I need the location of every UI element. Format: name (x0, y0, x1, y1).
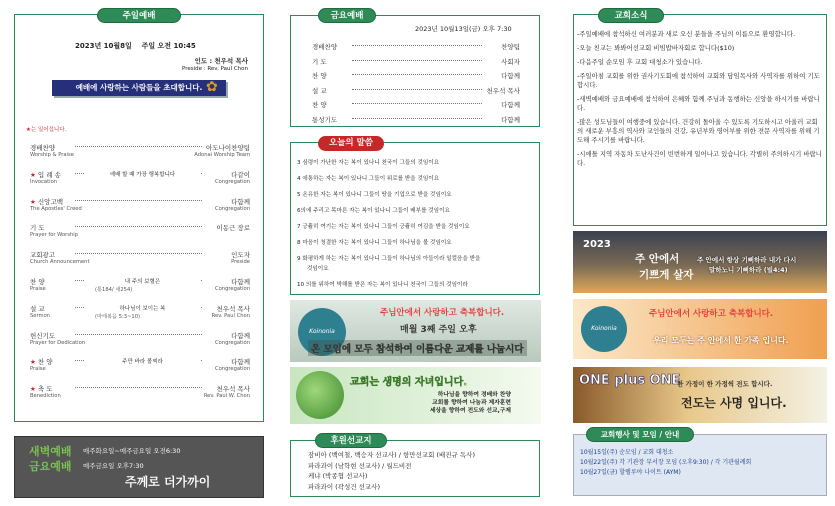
events-title: 교회행사 및 모임 / 안내 (586, 427, 694, 442)
flower-icon: ✿ (206, 79, 218, 95)
order-item-detail: 예배 할 때 가장 행복합니다 (85, 170, 200, 178)
koinonia2-family: 우리 모두는 주 안에서 한 가족 입니다. (653, 336, 789, 345)
event-item: 10월15일(주) 순모임 / 교회 대청소 (580, 449, 674, 456)
sunday-column (0, 0, 280, 506)
friday-date: 2023년 10월13일(금) 오후 7:30 (415, 25, 512, 33)
order-item-label: 교회광고 (30, 251, 56, 260)
mission-item: 케냐 (박종협 선교사) (308, 472, 368, 480)
order-item-label: 설 교 (30, 304, 45, 313)
order-item-label-en: Praise (30, 366, 46, 373)
friday-item-label: 경배찬양 (312, 43, 338, 51)
order-item-leader-en: Rev. Paul Chon (211, 312, 250, 319)
mission-item: 잠비아 (백여철, 백승자 선교사) / 항만선교회 (배진규 독사) (308, 451, 476, 459)
sunday-title: 주일예배 (97, 8, 181, 23)
dawn-slogan: 주께로 더가까이 (125, 475, 211, 489)
star-icon: ★ (30, 170, 38, 179)
friday-title: 금요예배 (318, 8, 376, 23)
order-item-leader-en: Congregation (215, 286, 250, 292)
scripture-line: 것임이요 (307, 266, 329, 272)
friday-item-label: 찬 양 (312, 72, 327, 81)
order-item-label-en: The Apostles' Creed (30, 205, 82, 212)
scripture-line: 5 온유한 자는 복이 있나니 그들이 땅을 기업으로 받을 것임이요 (297, 192, 452, 198)
order-item-leader-en: Congregation (215, 178, 250, 185)
event-item: 10월27일(금) 할렐루야 나이트 (AYM) (580, 469, 681, 476)
order-item-leader: 아도나이찬양팀 (206, 144, 250, 152)
dot-leader (75, 200, 202, 201)
order-item-detail: 하나님이 보이는 복 (85, 304, 200, 312)
dot-leader (75, 387, 202, 388)
order-item-label-en: Worship & Praise (30, 152, 74, 158)
scripture-line: 8 마음이 청결한 자는 복이 있나니 그들이 하나님을 볼 것임이요 (297, 240, 452, 246)
order-item-leader: 인도자 (231, 251, 250, 260)
stand-note: ★는 일어섭니다. (26, 127, 67, 133)
church-life-lines (430, 391, 511, 415)
dot-leader (352, 74, 482, 75)
order-item-label-en: Church Announcement (30, 259, 90, 266)
koinonia-banner-1 (290, 300, 541, 362)
banner-2023 (573, 231, 827, 293)
order-item-leader-en: Congregation (215, 339, 250, 346)
order-item-leader-en: Congregation (215, 205, 250, 212)
order-item-ref: (마태복음 5:3~10) (95, 313, 141, 320)
sunday-date: 2023년 10월8일 주일 오전 10:45 (75, 42, 196, 50)
friday-item-leader: 사회자 (501, 57, 520, 66)
dot-leader (352, 103, 482, 104)
one-plus-one-banner (573, 367, 827, 423)
friday-label: 금요예배 (29, 460, 72, 473)
star-icon: ★ (30, 358, 38, 367)
one-plus-one-line-1: 한 가정이 한 가정씩 전도 합시다. (677, 380, 773, 388)
banner-slogan-2: 기쁘게 살자 (639, 269, 694, 281)
dawn-box (14, 436, 264, 498)
dot-leader (352, 45, 482, 46)
friday-text: 매주금요일 오후7:30 (83, 462, 144, 470)
dot-leader (75, 226, 202, 227)
scripture-line: 6의에 주리고 목마른 자는 복이 있나니 그들이 배부를 것임이요 (297, 208, 450, 214)
order-item-leader: 다함께 (231, 278, 250, 286)
sunday-leader: 인도 : 천우석 목사 (194, 57, 248, 65)
church-life-line-1: 하나님을 향하여 경배와 찬양 (437, 392, 511, 398)
order-item-label-en: Sermon (30, 312, 51, 319)
order-item-leader: 다함께 (231, 358, 250, 367)
friday-item-label: 설 교 (312, 86, 327, 95)
banner-verse-2: 말하노니 기뻐하라 (빌4:4) (709, 266, 788, 274)
news-item: -많은 성도님들이 여행중에 있습니다. 건강히 돌아올 수 있도록 기도하시고 아울러 교회의 새로운 부흥의 역사와 교인들의 건강, 유년부와 영어부를 위한 젼문 사역자를 위해 기도해 주시기를 바랍니다. (577, 118, 820, 144)
order-item-label-en: Benediction (30, 393, 61, 400)
scripture-line: 10 의를 위하여 박해를 받은 자는 복이 있나니 천국이 그들의 것임이라 (297, 282, 468, 288)
dot-leader (352, 89, 482, 90)
star-icon: ★ (30, 385, 38, 394)
dot-leader (75, 334, 202, 335)
order-item-label: ★ 입 례 송 (30, 170, 61, 179)
order-item-label: 경배찬양 (30, 144, 56, 152)
friday-item-label: 기 도 (312, 57, 327, 66)
mission-item: 파라과이 (남학현 선교사) / 월드비전 (308, 461, 412, 470)
koinonia2-title: 주님안에서 사랑하고 축복합니다. (649, 309, 774, 319)
news-title: 교회소식 (598, 8, 664, 23)
dot-leader (75, 146, 202, 147)
order-item-ref: (통184/ 새254) (95, 287, 133, 293)
order-item-label-en: Prayer for Dedication (30, 339, 86, 346)
order-item-leader-en: Congregation (215, 366, 250, 373)
dot-leader (352, 118, 482, 119)
order-item-label: ★ 찬 양 (30, 358, 53, 367)
welcome-banner: 예배에 사랑하는 사람들을 초대합니다. (52, 80, 226, 96)
banner-year: 2023 (583, 239, 611, 250)
friday-item-label: 통성기도 (312, 116, 338, 124)
church-life-line-3: 세상을 향하여 전도와 선교,구제 (429, 408, 511, 414)
news-item: -주일아침 교회를 위한 권사기도회에 참석하여 교회와 담임목사와 사역자를 위하여 기도합시다. (577, 72, 820, 89)
scripture-line: 3 심령이 가난한 자는 복이 있나니 천국이 그들의 것임이요 (297, 160, 440, 166)
order-item-detail: 내 주의 보혈은 (85, 277, 200, 285)
friday-item-leader: 찬양팀 (501, 43, 520, 51)
event-item: 10월22일(주) 각 기관장 부서장 모임 (오후9:30) / 각 기관월례회 (580, 459, 752, 466)
scripture-line: 9 화평하게 하는 자는 복이 있나니 그들이 하나님의 아들이라 일컬음을 받을 (297, 256, 481, 262)
star-icon: ★ (30, 197, 38, 206)
news-item: -다음주일 순모임 후 교회 대청소가 있습니다. (577, 58, 703, 66)
order-item-label-en: Invocation (30, 178, 58, 185)
church-life-banner (290, 367, 541, 424)
order-item-leader: 천우석 목사 (216, 385, 250, 394)
order-item-label-en: Praise (30, 286, 46, 292)
friday-item-leader: 다함께 (501, 116, 520, 124)
friday-item-leader: 다함께 (501, 72, 520, 81)
one-plus-one-title: ONE plus ONE (579, 373, 681, 388)
order-item-label: 찬 양 (30, 278, 45, 286)
events-list (580, 448, 751, 478)
banner-slogan-1: 주 안에서 (635, 253, 680, 265)
order-item-leader: 다함께 (231, 331, 250, 340)
koinonia-title: 주님안에서 사랑하고 축복합니다. (380, 308, 505, 318)
one-plus-one-line-2: 전도는 사명 입니다. (681, 396, 787, 410)
missions-title: 후원선교지 (315, 433, 387, 448)
news-list (577, 30, 822, 173)
word-title: 오늘의 말씀 (318, 136, 384, 151)
friday-item-leader: 천우석 목사 (486, 86, 520, 95)
missions-list (308, 450, 475, 492)
banner-verse-1: 주 안에서 항상 기뻐하라 내가 다시 (697, 256, 797, 264)
order-item-label: 기 도 (30, 224, 45, 233)
news-item: -오늘 친교는 봐봐어선교회 비빔밥바자회로 합니다($10) (577, 44, 735, 52)
friday-item-label: 찬 양 (312, 101, 327, 110)
order-item-label: ★ 축 도 (30, 385, 53, 394)
order-item-leader: 천우석 목사 (216, 304, 250, 313)
order-item-leader-en: Adonai Worship Team (194, 152, 250, 158)
news-item: -시애틀 지역 자동차 도난사건이 빈번하게 일어나고 있습니다. 각별히 주의하시기 바랍니다. (577, 150, 822, 167)
koinonia-logo-2: Koinonia (581, 306, 627, 352)
scripture-line: 4 애통하는 자는 복이 있나니 그들이 위로를 받을 것임이요 (297, 176, 440, 182)
order-item-leader-en: Preside (231, 259, 250, 266)
church-life-line-2: 교회를 향하여 나눔과 제자훈련 (432, 400, 511, 406)
koinonia-logo: Koinonia (298, 308, 346, 356)
church-life-title: 교회는 생명의 자녀입니다. (350, 377, 468, 388)
order-item-label: ★ 신앙고백 (30, 197, 64, 206)
dawn-label: 새벽예배 (29, 445, 72, 458)
order-item-leader-en: Rev. Paul W. Chon (203, 393, 250, 400)
news-item: -새벽예배와 금요예배에 참석하여 은혜와 함께 주님과 동행하는 신앙을 하시기를 바랍니다. (577, 95, 820, 112)
dot-leader (352, 60, 482, 61)
sunday-leader-en: Preside : Rev. Paul Chon (181, 66, 248, 72)
order-item-leader: 다함께 (231, 197, 250, 206)
order-item-label-en: Prayer for Worship (30, 232, 79, 239)
order-item-leader: 다같이 (231, 170, 250, 179)
mission-item: 파라과이 (곽성건 선교사) (308, 482, 380, 491)
koinonia-when: 매월 3째 주일 오후 (400, 325, 477, 335)
order-item-detail: 주만 바라 볼찌라 (85, 357, 200, 365)
scripture-line: 7 긍휼히 여기는 자는 복이 있나니 그들이 긍휼히 여김을 받을 것임이요 (297, 224, 470, 230)
friday-item-leader: 다함께 (501, 101, 520, 110)
order-item-leader: 이동근 장로 (216, 224, 250, 233)
koinonia-banner-2 (573, 299, 827, 359)
news-item: -주일예배에 참석하신 여러분과 새로 오신 분들을 주님의 이름으로 환영합니다. (577, 30, 796, 38)
dawn-text: 매주화요일~매주금요일 오전6:30 (83, 447, 181, 455)
dot-leader (75, 253, 202, 254)
order-item-label: 헌신기도 (30, 331, 56, 340)
leaf-icon (296, 371, 344, 419)
koinonia-invite: 온 모임에 모두 참석하여 이름다운 교제를 나눕시다 (308, 340, 527, 356)
